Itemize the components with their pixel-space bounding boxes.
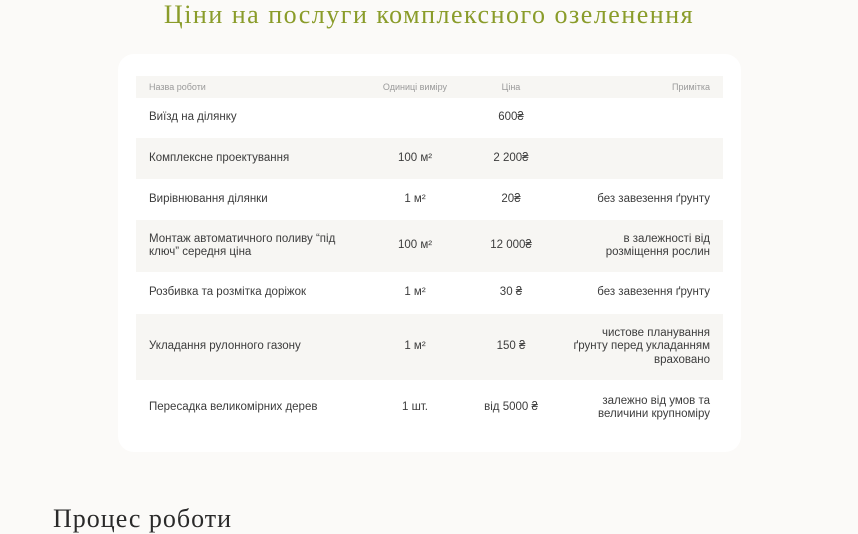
table-row — [136, 380, 723, 436]
cell-note: в залежності від розміщення рослин — [605, 232, 710, 258]
cell-name: Укладання рулонного газону — [149, 340, 301, 353]
price-table — [136, 76, 723, 436]
cell-unit: 1 м² — [404, 340, 426, 353]
section-title: Процес роботи — [53, 504, 233, 533]
cell-unit: 100 м² — [397, 239, 433, 252]
cell-unit: 1 м² — [404, 286, 426, 299]
cell-name: Пересадка великомірних дерев — [149, 401, 318, 414]
cell-note: без завезення ґрунту — [597, 192, 710, 205]
table-row — [136, 179, 723, 220]
table-row — [136, 138, 723, 179]
header-unit: Одиниці виміру — [382, 82, 448, 92]
cell-name: Вирівнювання ділянки — [149, 192, 268, 205]
cell-note: чистове планування ґрунту перед укладанням враховано — [573, 326, 710, 366]
table-header-row — [136, 76, 723, 98]
cell-name: Монтаж автоматичного поливу “під ключ” середня ціна — [149, 232, 336, 258]
header-price: Ціна — [501, 82, 521, 92]
cell-name: Виїзд на ділянку — [149, 111, 237, 124]
cell-note — [559, 138, 723, 179]
cell-price: 2 200₴ — [493, 151, 529, 164]
header-note: Примітка — [672, 82, 710, 92]
cell-note: без завезення ґрунту — [597, 286, 710, 299]
cell-unit: 1 шт. — [401, 401, 428, 414]
price-table-card — [118, 54, 741, 452]
cell-name: Розбивка та розмітка доріжок — [149, 286, 307, 299]
cell-price: 12 000₴ — [490, 239, 532, 252]
cell-note: залежно від умов та величини крупноміру — [597, 394, 710, 420]
cell-unit: 1 м² — [404, 192, 426, 205]
table-row — [136, 272, 723, 314]
cell-price: 600₴ — [498, 111, 524, 124]
cell-unit: 100 м² — [397, 151, 433, 164]
cell-note — [559, 98, 723, 138]
cell-price: 20₴ — [501, 192, 521, 205]
page-title: Ціни на послуги комплексного озеленення — [163, 0, 695, 29]
cell-price: 150 ₴ — [496, 340, 526, 353]
table-row — [136, 98, 723, 138]
cell-price: від 5000 ₴ — [484, 401, 538, 414]
table-row — [136, 220, 723, 272]
header-name: Назва роботи — [149, 82, 206, 92]
cell-unit — [367, 98, 463, 138]
cell-price: 30 ₴ — [499, 286, 523, 299]
cell-name: Комплексне проектування — [149, 151, 290, 164]
table-row — [136, 314, 723, 380]
